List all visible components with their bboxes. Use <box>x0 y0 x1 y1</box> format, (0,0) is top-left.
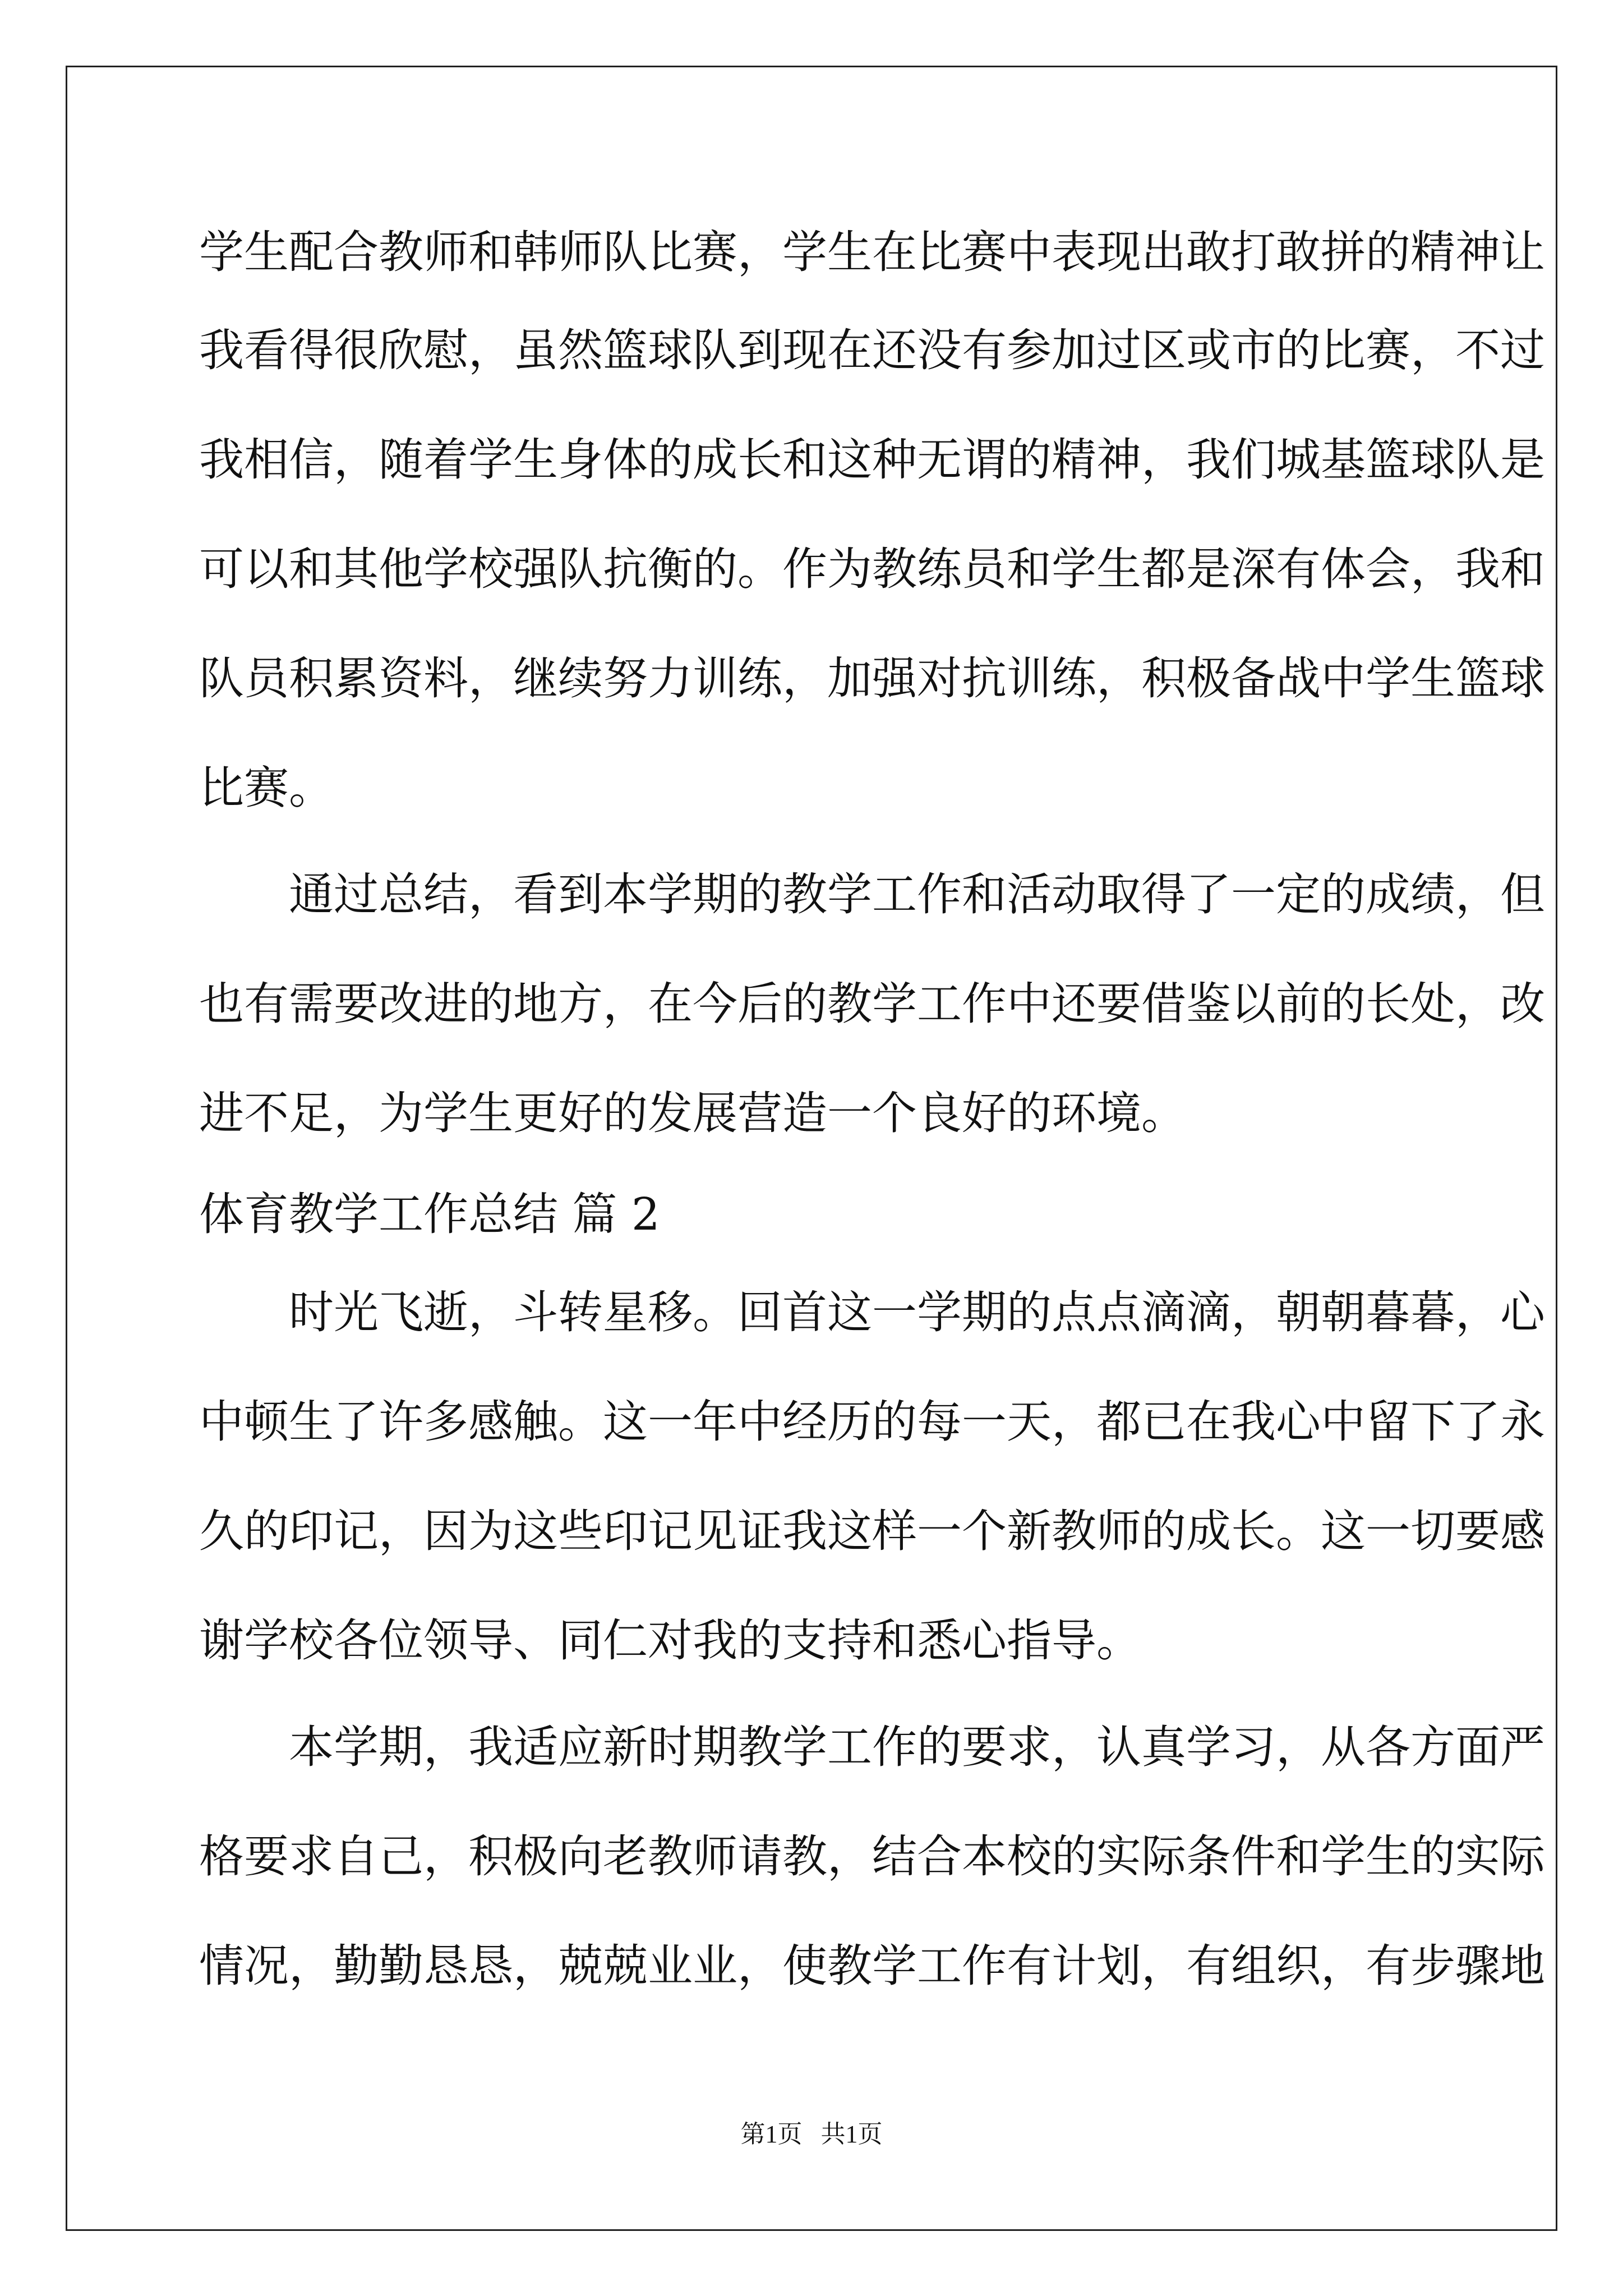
body-line: 久的印记，因为这些印记见证我这样一个新教师的成长。这一切要感 <box>199 1505 1545 1557</box>
body-line: 时光飞逝，斗转星移。回首这一学期的点点滴滴，朝朝暮暮，心 <box>199 1286 1545 1338</box>
body-line: 比赛。 <box>199 762 334 814</box>
body-line: 我看得很欣慰，虽然篮球队到现在还没有参加过区或市的比赛，不过 <box>199 324 1545 376</box>
body-line: 学生配合教师和韩师队比赛，学生在比赛中表现出敢打敢拼的精神让 <box>199 226 1545 278</box>
body-line: 本学期，我适应新时期教学工作的要求，认真学习，从各方面严 <box>199 1721 1545 1773</box>
body-line: 格要求自己，积极向老教师请教，结合本校的实际条件和学生的实际 <box>199 1830 1545 1883</box>
body-line: 通过总结，看到本学期的教学工作和活动取得了一定的成绩，但 <box>199 868 1545 921</box>
body-line: 进不足，为学生更好的发展营造一个良好的环境。 <box>199 1087 1186 1139</box>
page-border <box>66 66 1557 2231</box>
body-line: 可以和其他学校强队抗衡的。作为教练员和学生都是深有体会，我和 <box>199 543 1545 595</box>
body-line: 也有需要改进的地方，在今后的教学工作中还要借鉴以前的长处，改 <box>199 978 1545 1030</box>
page-footer <box>0 2115 1623 2154</box>
body-line: 中顿生了许多感触。这一年中经历的每一天，都已在我心中留下了永 <box>199 1396 1545 1448</box>
body-line: 谢学校各位领导、同仁对我的支持和悉心指导。 <box>199 1614 1141 1667</box>
body-line: 情况，勤勤恳恳，兢兢业业，使教学工作有计划，有组织，有步骤地 <box>199 1940 1545 1992</box>
section-heading: 体育教学工作总结 篇 2 <box>199 1188 660 1240</box>
body-line: 队员积累资料，继续努力训练，加强对抗训练，积极备战中学生篮球 <box>199 652 1545 705</box>
body-line: 我相信，随着学生身体的成长和这种无谓的精神，我们城基篮球队是 <box>199 434 1545 486</box>
page-number: 第1页 共1页 <box>740 2120 883 2148</box>
